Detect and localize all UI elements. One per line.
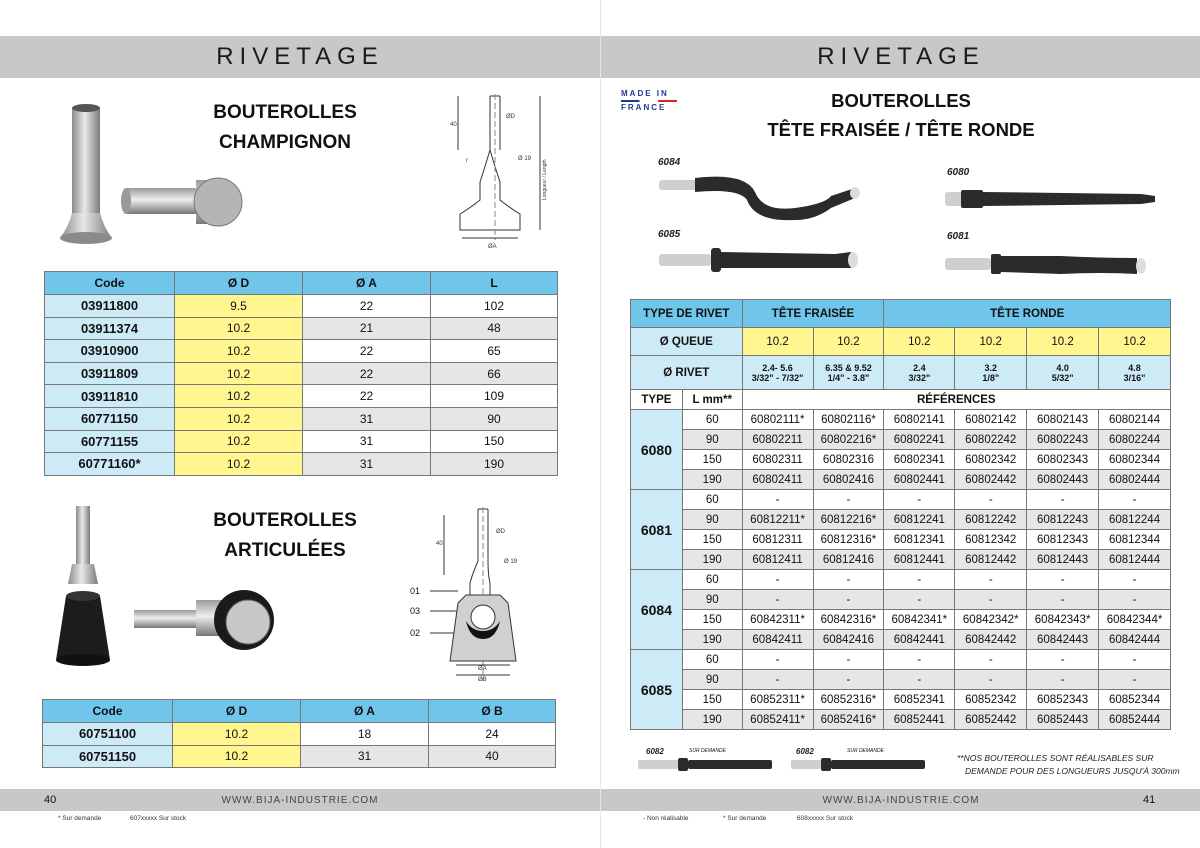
part-03: 03 — [410, 606, 421, 616]
reference-cell: 60802443 — [1027, 470, 1099, 490]
length-cell: 150 — [682, 530, 742, 550]
right-title: BOUTEROLLES TÊTE FRAISÉE / TÊTE RONDE — [767, 90, 1035, 140]
reference-cell: - — [1099, 590, 1171, 610]
table-row — [45, 317, 558, 340]
type-cell: 6080 — [631, 410, 683, 490]
website: WWW.BIJA-INDUSTRIE.COM — [822, 795, 980, 806]
table-row — [45, 385, 558, 408]
length-cell: 190 — [682, 470, 742, 490]
type-header: TYPE — [631, 390, 683, 410]
champignon-title: BOUTEROLLES CHAMPIGNON — [213, 102, 357, 153]
reference-cell: - — [955, 490, 1027, 510]
reference-cell: - — [742, 590, 813, 610]
table-row — [631, 710, 1171, 730]
svg-text:ØD: ØD — [496, 529, 505, 535]
value-cell: 65 — [431, 340, 558, 363]
table-row — [45, 453, 558, 476]
code-cell: 60771160* — [45, 453, 175, 476]
rivet-cell — [813, 356, 884, 390]
o-rivet-header: Ø RIVET — [631, 356, 743, 390]
reference-cell: 60802244 — [1099, 430, 1171, 450]
lmm-header: L mm** — [682, 390, 742, 410]
part-01: 01 — [410, 586, 421, 596]
reference-cell: - — [1099, 670, 1171, 690]
label-6081: 6081 — [947, 231, 970, 242]
reference-cell: 60812311 — [742, 530, 813, 550]
value-cell: 10.2 — [175, 317, 303, 340]
value-cell: 102 — [431, 295, 558, 318]
rivet-imperial: 1/8" — [982, 372, 1000, 383]
type-cell: 6081 — [631, 490, 683, 570]
svg-text:Ø 19: Ø 19 — [504, 559, 518, 565]
code-cell: 03911800 — [45, 295, 175, 318]
code-cell: 03911809 — [45, 362, 175, 385]
reference-cell: - — [884, 490, 955, 510]
reference-cell: 60812242 — [955, 510, 1027, 530]
label-6082-b: 6082 — [796, 747, 814, 756]
left-banner: RIVETAGE — [0, 36, 600, 78]
reference-cell: - — [1027, 570, 1099, 590]
svg-text:ØA: ØA — [488, 244, 497, 250]
value-cell: 21 — [303, 317, 431, 340]
reference-cell: - — [742, 490, 813, 510]
reference-cell: 60802144 — [1099, 410, 1171, 430]
label-6080: 6080 — [947, 167, 970, 178]
reference-cell: 60802242 — [955, 430, 1027, 450]
value-cell: 40 — [429, 745, 556, 768]
type-row — [631, 390, 1171, 410]
reference-cell: 60812244 — [1099, 510, 1171, 530]
reference-cell: - — [813, 670, 884, 690]
queue-cell: 10.2 — [813, 328, 884, 356]
table-row — [43, 723, 556, 746]
left-notes: * Sur demande 607xxxxx Sur stock — [58, 815, 186, 822]
rivet-cell — [955, 356, 1027, 390]
table-row — [631, 490, 1171, 510]
rivet-cell — [1099, 356, 1171, 390]
value-cell: 10.2 — [175, 453, 303, 476]
reference-cell: 60852444 — [1099, 710, 1171, 730]
queue-cell: 10.2 — [955, 328, 1027, 356]
reference-cell: 60802411 — [742, 470, 813, 490]
length-cell: 190 — [682, 630, 742, 650]
champignon-technical-drawing — [440, 90, 560, 250]
product-6082-image-b — [789, 755, 929, 775]
value-cell: 150 — [431, 430, 558, 453]
reference-cell: 60852344 — [1099, 690, 1171, 710]
reference-cell: 60842441 — [884, 630, 955, 650]
rivet-metric: 6.35 & 9.52 — [825, 362, 872, 373]
tete-fraisee-header: TÊTE FRAISÉE — [742, 300, 884, 328]
value-cell: 10.2 — [173, 723, 301, 746]
value-cell: 48 — [431, 317, 558, 340]
reference-cell: 60852316* — [813, 690, 884, 710]
reference-cell: - — [955, 570, 1027, 590]
code-cell: 03910900 — [45, 340, 175, 363]
svg-text:ØA: ØA — [478, 666, 487, 672]
reference-cell: 60812416 — [813, 550, 884, 570]
reference-cell: 60802416 — [813, 470, 884, 490]
articulees-table — [42, 699, 556, 768]
svg-text:40: 40 — [450, 122, 457, 128]
code-cell: 60771150 — [45, 407, 175, 430]
length-cell: 60 — [682, 650, 742, 670]
rivet-imperial: 3/16" — [1123, 372, 1146, 383]
reference-cell: 60812316* — [813, 530, 884, 550]
type-cell: 6084 — [631, 570, 683, 650]
queue-row — [631, 328, 1171, 356]
reference-cell: 60852342 — [955, 690, 1027, 710]
value-cell: 10.2 — [175, 385, 303, 408]
table-row — [631, 590, 1171, 610]
table-row — [631, 650, 1171, 670]
col-a: Ø A — [301, 700, 429, 723]
rivet-metric: 2.4- 5.6 — [762, 362, 793, 373]
reference-cell: 60812344 — [1099, 530, 1171, 550]
right-notes: - Non réalisable * Sur demande 608xxxxx Sur stock — [643, 815, 853, 822]
reference-cell: 60812241 — [884, 510, 955, 530]
table-row — [631, 410, 1171, 430]
reference-cell: 60802116* — [813, 410, 884, 430]
reference-cell: 60812243 — [1027, 510, 1099, 530]
reference-cell: 60802311 — [742, 450, 813, 470]
table-row — [45, 295, 558, 318]
value-cell: 10.2 — [175, 362, 303, 385]
rivet-cell — [884, 356, 955, 390]
table-row — [631, 430, 1171, 450]
reference-cell: 60852311* — [742, 690, 813, 710]
length-cell: 90 — [682, 510, 742, 530]
tete-ronde-header: TÊTE RONDE — [884, 300, 1171, 328]
value-cell: 22 — [303, 340, 431, 363]
reference-cell: 60802444 — [1099, 470, 1171, 490]
length-note: **NOS BOUTEROLLES SONT RÉALISABLES SUR DEMANDE POUR DES LONGUEURS JUSQU'À 300mm — [957, 753, 1180, 776]
reference-cell: 60842416 — [813, 630, 884, 650]
reference-cell: 60802142 — [955, 410, 1027, 430]
product-6084-image — [655, 168, 865, 228]
reference-cell: 60842311* — [742, 610, 813, 630]
product-6081-image — [941, 244, 1161, 284]
right-page: RIVETAGE MADE IN FRANCE BOUTEROLLES TÊTE FRAISÉE / TÊTE RONDE 6084 6085 6080 6081 TYPE DE RIVET TÊTE FRAISÉE TÊTE RONDE Ø QUEUE 10.2 10.2 10.2 10.2 10.2 10.2 Ø RIVET 2.4- 5.6 3/32" - 7/32" 6.35 & 9.52 1/4" - 3.8" 2.4 3/32" 3.2 1/8" 4.0 5/32" 4.8 3/16" TYPE L mm** RÉFÉRENCES 6080 60 60802111* 60802116* 60802141 60802142 60802143 60802144 90 60802211 60802216* 60802241 60802242 60802243 60802244 150 60802311 60802316 60802341 60802342 60802343 60802344 190 60802411 60802416 60802441 60802442 60802443 60802444 6081 60 - - - - - - 90 60812211* 60812216* 60812241 60812242 60812243 60812244 150 60812311 60812316* 60812341 60812342 60812343 60812344 190 60812411 60812416 60812441 60812442 60812443 60812444 6084 60 - - - - - - 90 - - - - - - 150 60842311* 60842316* 60842341* 60842342* 60842343* 60842344* 190 60842411 60842416 60842441 60842442 60842443 60842444 6085 60 - - - - - - 90 - - - - - - 150 60852311* 60852316* 60852341 60852342 60852343 60852344 190 60852411* 60852416* 60852441 60852442 60852443 60852444 6082 SUR DEMANDE 6082 SUR DEMANDE **NOS BOUTEROLLES SONT RÉALISABLES SUR DEMANDE POUR DES LONGUEURS JUSQU'À 300mm WWW.BIJA-INDUSTRIE.COM 41 - Non réalisable * Sur demande 608xxxxx Sur stock — [600, 0, 1200, 848]
table-row — [631, 450, 1171, 470]
references-header: RÉFÉRENCES — [742, 390, 1170, 410]
svg-text:ØB: ØB — [478, 677, 487, 683]
code-cell: 60751100 — [43, 723, 173, 746]
length-cell: 60 — [682, 410, 742, 430]
table-row — [631, 630, 1171, 650]
rivet-metric: 3.2 — [984, 362, 997, 373]
table-row — [631, 510, 1171, 530]
reference-cell: 60812211* — [742, 510, 813, 530]
reference-cell: - — [742, 570, 813, 590]
col-a: Ø A — [303, 272, 431, 295]
reference-cell: - — [884, 590, 955, 610]
col-code: Code — [45, 272, 175, 295]
reference-cell: 60812342 — [955, 530, 1027, 550]
reference-cell: 60802143 — [1027, 410, 1099, 430]
header-row — [631, 300, 1171, 328]
code-cell: 60771155 — [45, 430, 175, 453]
value-cell: 190 — [431, 453, 558, 476]
reference-cell: 60812411 — [742, 550, 813, 570]
col-l: L — [431, 272, 558, 295]
queue-cell: 10.2 — [1027, 328, 1099, 356]
reference-cell: 60842343* — [1027, 610, 1099, 630]
articulees-title: BOUTEROLLES ARTICULÉES — [213, 510, 357, 561]
reference-cell: 60852442 — [955, 710, 1027, 730]
type-de-rivet-header: TYPE DE RIVET — [631, 300, 743, 328]
product-6082-image-a — [636, 755, 776, 775]
code-cell: 03911374 — [45, 317, 175, 340]
reference-cell: 60842344* — [1099, 610, 1171, 630]
value-cell: 22 — [303, 362, 431, 385]
reference-cell: - — [1099, 650, 1171, 670]
length-cell: 150 — [682, 610, 742, 630]
table-row — [631, 550, 1171, 570]
queue-cell: 10.2 — [1099, 328, 1171, 356]
code-cell: 60751150 — [43, 745, 173, 768]
page-number: 40 — [44, 794, 57, 806]
table-row — [43, 745, 556, 768]
length-cell: 60 — [682, 570, 742, 590]
reference-cell: - — [1027, 490, 1099, 510]
svg-text:r: r — [466, 158, 468, 164]
queue-cell: 10.2 — [884, 328, 955, 356]
length-cell: 90 — [682, 590, 742, 610]
reference-cell: - — [884, 670, 955, 690]
table-row — [631, 530, 1171, 550]
value-cell: 18 — [301, 723, 429, 746]
svg-text:Longueur / Length: Longueur / Length — [542, 159, 548, 200]
reference-cell: 60812343 — [1027, 530, 1099, 550]
right-banner: RIVETAGE — [601, 36, 1200, 78]
value-cell: 31 — [301, 745, 429, 768]
length-cell: 60 — [682, 490, 742, 510]
reference-cell: 60852443 — [1027, 710, 1099, 730]
reference-cell: 60812341 — [884, 530, 955, 550]
reference-cell: 60842342* — [955, 610, 1027, 630]
page-number: 41 — [1143, 794, 1156, 806]
table-row — [45, 430, 558, 453]
rivet-cell — [742, 356, 813, 390]
type-cell: 6085 — [631, 650, 683, 730]
col-code: Code — [43, 700, 173, 723]
reference-cell: - — [955, 650, 1027, 670]
reference-cell: 60802442 — [955, 470, 1027, 490]
reference-cell: 60852441 — [884, 710, 955, 730]
length-cell: 190 — [682, 550, 742, 570]
right-footer — [601, 789, 1200, 811]
length-cell: 150 — [682, 690, 742, 710]
value-cell: 22 — [303, 295, 431, 318]
rivet-metric: 4.0 — [1056, 362, 1069, 373]
reference-cell: 60802216* — [813, 430, 884, 450]
label-6085: 6085 — [658, 229, 681, 240]
reference-cell: - — [1027, 650, 1099, 670]
rivet-imperial: 3/32" — [908, 372, 931, 383]
product-6080-image — [941, 180, 1161, 220]
reference-cell: 60812216* — [813, 510, 884, 530]
table-row — [631, 570, 1171, 590]
length-cell: 90 — [682, 670, 742, 690]
o-queue-header: Ø QUEUE — [631, 328, 743, 356]
reference-cell: 60812441 — [884, 550, 955, 570]
reference-cell: 60802241 — [884, 430, 955, 450]
value-cell: 90 — [431, 407, 558, 430]
code-cell: 03911810 — [45, 385, 175, 408]
value-cell: 10.2 — [175, 407, 303, 430]
queue-cell: 10.2 — [742, 328, 813, 356]
reference-cell: 60852416* — [813, 710, 884, 730]
label-6082-a: 6082 — [646, 747, 664, 756]
reference-cell: - — [742, 670, 813, 690]
reference-cell: - — [813, 590, 884, 610]
reference-cell: 60802211 — [742, 430, 813, 450]
reference-cell: 60802343 — [1027, 450, 1099, 470]
reference-cell: 60802111* — [742, 410, 813, 430]
col-d: Ø D — [173, 700, 301, 723]
reference-cell: - — [884, 650, 955, 670]
reference-cell: 60842316* — [813, 610, 884, 630]
reference-cell: 60802441 — [884, 470, 955, 490]
value-cell: 9.5 — [175, 295, 303, 318]
reference-cell: 60842442 — [955, 630, 1027, 650]
reference-cell: 60842411 — [742, 630, 813, 650]
rivet-cell — [1027, 356, 1099, 390]
articulees-technical-drawing — [400, 505, 570, 685]
col-b: Ø B — [429, 700, 556, 723]
reference-cell: - — [813, 490, 884, 510]
value-cell: 31 — [303, 407, 431, 430]
reference-cell: - — [813, 650, 884, 670]
reference-cell: 60852343 — [1027, 690, 1099, 710]
reference-cell: 60842341* — [884, 610, 955, 630]
rivet-row — [631, 356, 1171, 390]
value-cell: 22 — [303, 385, 431, 408]
col-d: Ø D — [175, 272, 303, 295]
length-cell: 190 — [682, 710, 742, 730]
reference-cell: 60812442 — [955, 550, 1027, 570]
reference-cell: - — [813, 570, 884, 590]
part-02: 02 — [410, 628, 421, 638]
reference-cell: 60852341 — [884, 690, 955, 710]
label-6084: 6084 — [658, 157, 681, 168]
reference-cell: - — [742, 650, 813, 670]
table-row — [45, 340, 558, 363]
references-table — [630, 299, 1171, 730]
table-row — [45, 407, 558, 430]
svg-text:40: 40 — [436, 541, 443, 547]
table-row — [631, 470, 1171, 490]
reference-cell: - — [955, 590, 1027, 610]
reference-cell: 60802341 — [884, 450, 955, 470]
website: WWW.BIJA-INDUSTRIE.COM — [221, 795, 379, 806]
value-cell: 10.2 — [175, 340, 303, 363]
value-cell: 66 — [431, 362, 558, 385]
svg-text:Ø 19: Ø 19 — [518, 156, 532, 162]
table-row — [631, 670, 1171, 690]
reference-cell: - — [1027, 590, 1099, 610]
table-row — [631, 690, 1171, 710]
reference-cell: 60842443 — [1027, 630, 1099, 650]
product-6085-image — [655, 238, 865, 278]
rivet-imperial: 3/32" - 7/32" — [751, 372, 804, 383]
left-footer — [0, 789, 600, 811]
reference-cell: 60802344 — [1099, 450, 1171, 470]
svg-text:ØD: ØD — [506, 114, 515, 120]
reference-cell: 60852411* — [742, 710, 813, 730]
reference-cell: 60812443 — [1027, 550, 1099, 570]
rivet-metric: 4.8 — [1128, 362, 1141, 373]
length-cell: 150 — [682, 450, 742, 470]
reference-cell: 60802342 — [955, 450, 1027, 470]
reference-cell: 60812444 — [1099, 550, 1171, 570]
rivet-metric: 2.4 — [913, 362, 926, 373]
reference-cell: - — [1027, 670, 1099, 690]
rivet-imperial: 5/32" — [1051, 372, 1074, 383]
reference-cell: 60802316 — [813, 450, 884, 470]
value-cell: 10.2 — [175, 430, 303, 453]
reference-cell: - — [1099, 570, 1171, 590]
reference-cell: 60842444 — [1099, 630, 1171, 650]
reference-cell: - — [955, 670, 1027, 690]
value-cell: 24 — [429, 723, 556, 746]
reference-cell: 60802243 — [1027, 430, 1099, 450]
value-cell: 31 — [303, 453, 431, 476]
value-cell: 109 — [431, 385, 558, 408]
reference-cell: - — [884, 570, 955, 590]
reference-cell: 60802141 — [884, 410, 955, 430]
made-in-france-logo: MADE IN FRANCE — [621, 89, 677, 113]
value-cell: 10.2 — [173, 745, 301, 768]
length-cell: 90 — [682, 430, 742, 450]
reference-cell: - — [1099, 490, 1171, 510]
champignon-table — [44, 271, 558, 476]
value-cell: 31 — [303, 430, 431, 453]
table-row — [45, 362, 558, 385]
table-row — [631, 610, 1171, 630]
rivet-imperial: 1/4" - 3.8" — [827, 372, 870, 383]
